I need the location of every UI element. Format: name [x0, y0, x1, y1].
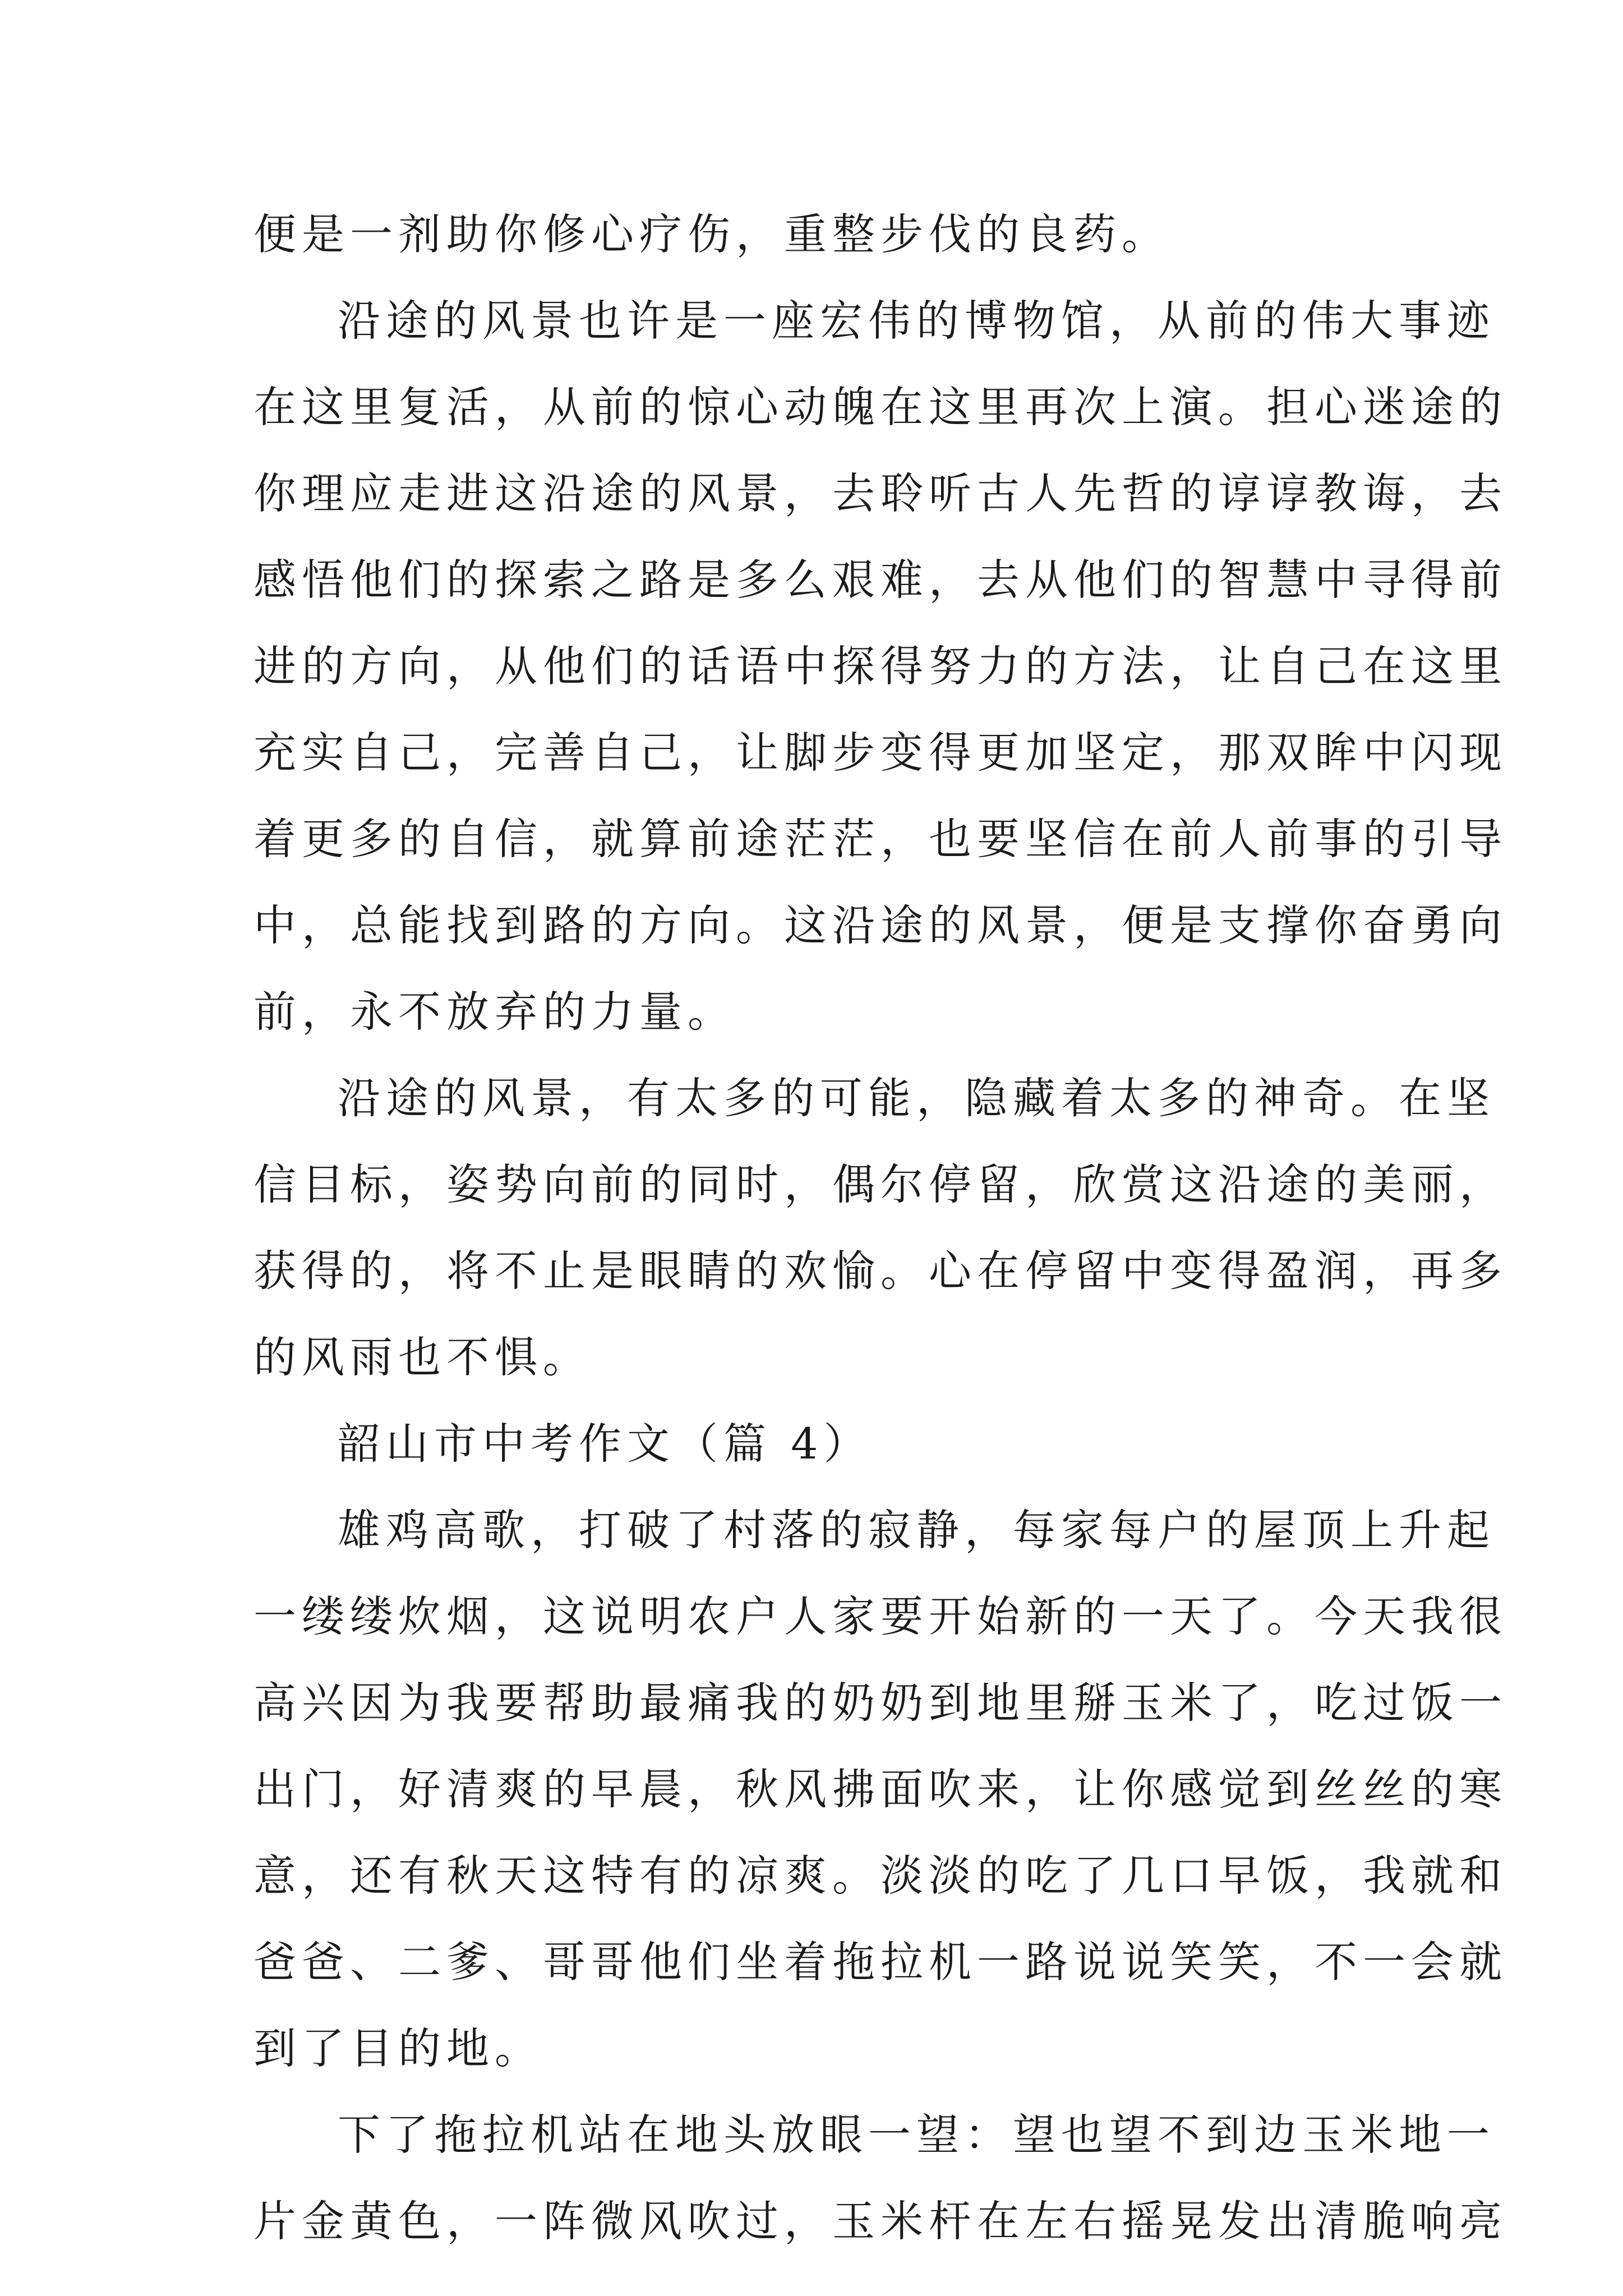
- text-line: 意，还有秋天这特有的凉爽。淡淡的吃了几口早饭，我就和: [253, 1851, 1507, 1901]
- text-line: 前，永不放弃的力量。: [253, 987, 736, 1037]
- paragraph-start-line: 沿途的风景，有太多的可能，隐藏着太多的神奇。在坚: [338, 1073, 1495, 1123]
- text-line: 感悟他们的探索之路是多么艰难，去从他们的智慧中寻得前: [253, 555, 1507, 605]
- text-line: 进的方向，从他们的话语中探得努力的方法，让自己在这里: [253, 641, 1507, 691]
- text-line: 充实自己，完善自己，让脚步变得更加坚定，那双眸中闪现: [253, 728, 1507, 777]
- text-line: 出门，好清爽的早晨，秋风拂面吹来，让你感觉到丝丝的寒: [253, 1764, 1507, 1814]
- text-line: 获得的，将不止是眼睛的欢愉。心在停留中变得盈润，再多: [253, 1246, 1507, 1296]
- text-line: 中，总能找到路的方向。这沿途的风景，便是支撑你奋勇向: [253, 900, 1507, 950]
- paragraph-start-line: 沿途的风景也许是一座宏伟的博物馆，从前的伟大事迹: [338, 296, 1495, 346]
- text-line: 信目标，姿势向前的同时，偶尔停留，欣赏这沿途的美丽，: [253, 1159, 1507, 1209]
- text-line: 爸爸、二爹、哥哥他们坐着拖拉机一路说说笑笑，不一会就: [253, 1937, 1507, 1987]
- text-line: 你理应走进这沿途的风景，去聆听古人先哲的谆谆教诲，去: [253, 468, 1507, 518]
- paragraph-start-line: 雄鸡高歌，打破了村落的寂静，每家每户的屋顶上升起: [338, 1505, 1495, 1555]
- text-line: 在这里复活，从前的惊心动魄在这里再次上演。担心迷途的: [253, 382, 1507, 432]
- text-line: 片金黄色，一阵微风吹过，玉米杆在左右摇晃发出清脆响亮: [253, 2196, 1507, 2246]
- text-line: 到了目的地。: [253, 2023, 543, 2073]
- text-line: 的风雨也不惧。: [253, 1332, 591, 1382]
- text-line: 便是一剂助你修心疗伤，重整步伐的良药。: [253, 209, 1170, 259]
- section-heading: 韶山市中考作文（篇 4）: [338, 1419, 872, 1469]
- text-line: 着更多的自信，就算前途茫茫，也要坚信在前人前事的引导: [253, 814, 1507, 864]
- text-line: 一缕缕炊烟，这说明农户人家要开始新的一天了。今天我很: [253, 1591, 1507, 1641]
- text-line: 高兴因为我要帮助最痛我的奶奶到地里掰玉米了，吃过饭一: [253, 1678, 1507, 1728]
- paragraph-start-line: 下了拖拉机站在地头放眼一望：望也望不到边玉米地一: [338, 2110, 1495, 2160]
